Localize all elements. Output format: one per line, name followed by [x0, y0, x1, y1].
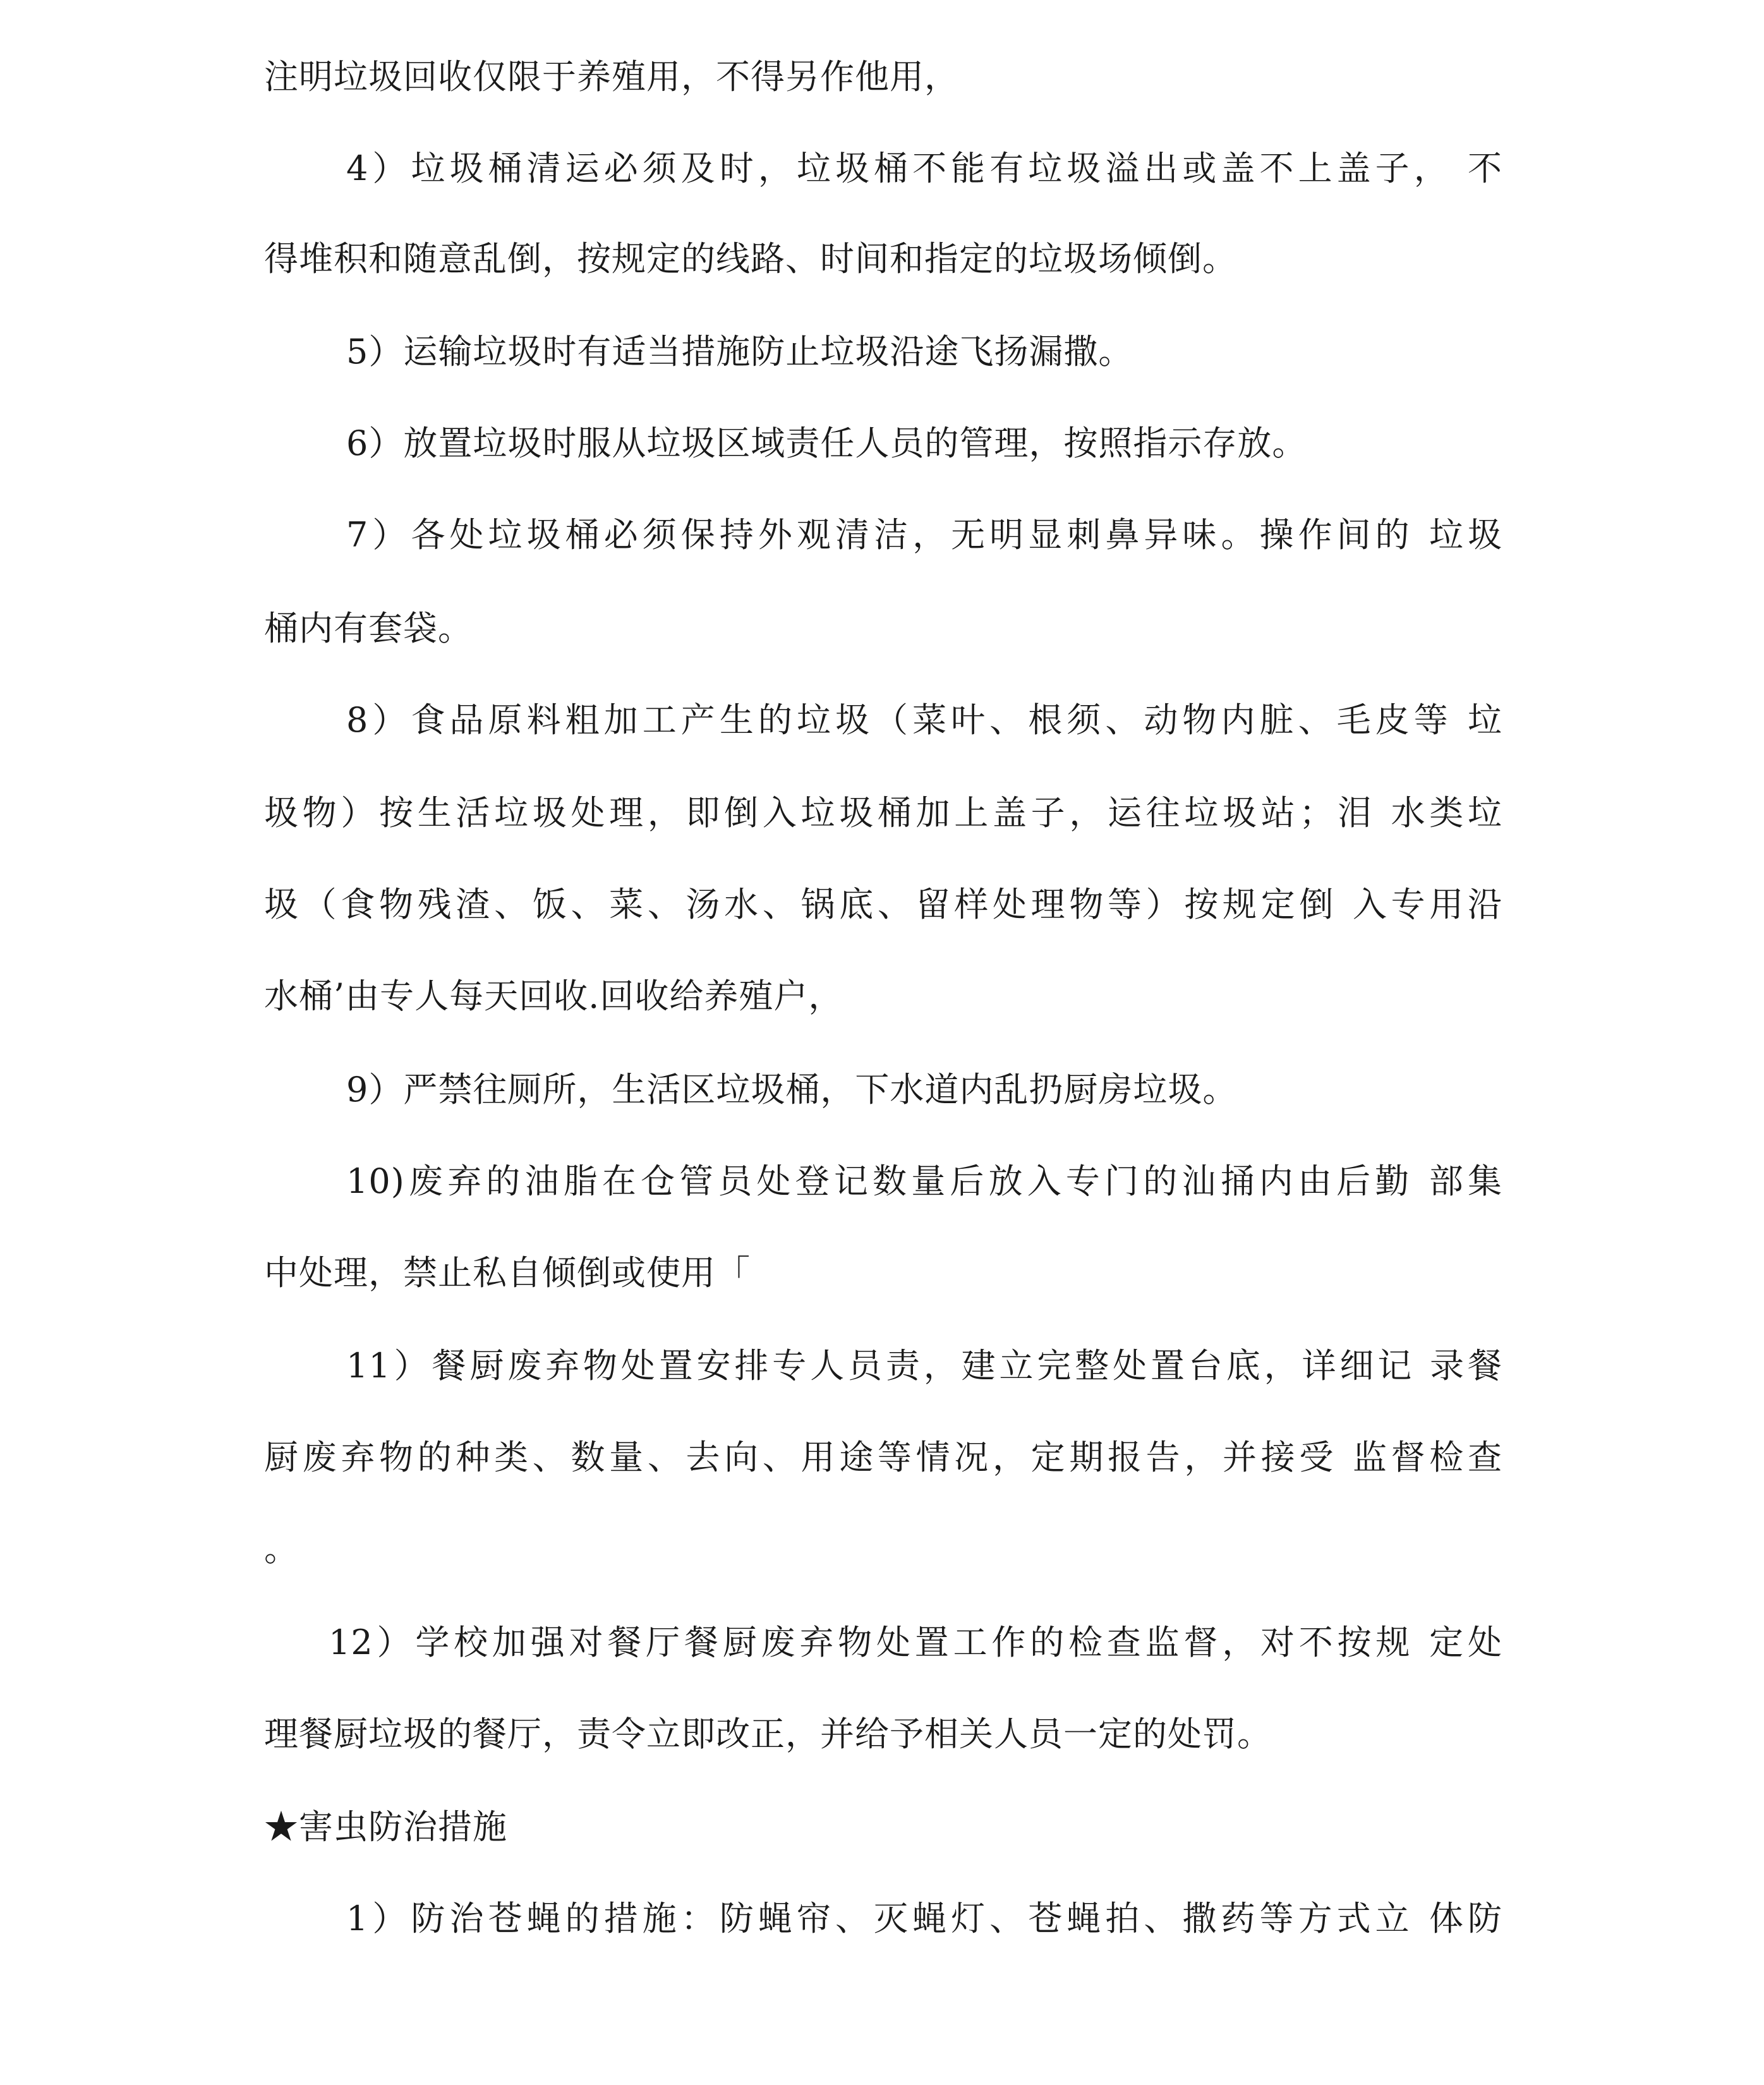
- text-line: 4）垃圾桶清运必须及时，垃圾桶不能有垃圾溢出或盖不上盖子， 不: [346, 148, 1502, 188]
- text-line: 水桶’由专人每天回收.回收给养殖户，: [264, 976, 843, 1016]
- text-line: 圾（食物残渣、饭、菜、汤水、锅底、留样处理物等）按规定倒 入专用沿: [264, 885, 1502, 924]
- text-line: 9）严禁往厕所，生活区垃圾桶，下水道内乱扔厨房垃圾。: [346, 1070, 1238, 1109]
- section-heading: ★害虫防治措施: [264, 1807, 507, 1847]
- text-line: 得堆积和随意乱倒，按规定的线路、时间和指定的垃圾场倾倒。: [264, 239, 1237, 279]
- text-line: 12）学校加强对餐厅餐厨废弃物处置工作的检查监督，对不按规 定处: [329, 1623, 1502, 1662]
- text-line: 圾物）按生活垃圾处理，即倒入垃圾桶加上盖子，运往垃圾站；泪 水类垃: [264, 793, 1502, 833]
- text-line: 注明垃圾回收仅限于养殖用，不得另作他用，: [264, 57, 959, 97]
- text-line: 5）运输垃圾时有适当措施防止垃圾沿途飞扬漏撒。: [346, 332, 1133, 372]
- text-line: 8）食品原料粗加工产生的垃圾（菜叶、根须、动物内脏、毛皮等 垃: [346, 700, 1502, 740]
- text-line: 理餐厨垃圾的餐厅，责令立即改正，并给予相关人员一定的处罚。: [264, 1714, 1272, 1754]
- text-line: 1）防治苍蝇的措施：防蝇帘、灭蝇灯、苍蝇拍、撒药等方式立 体防: [346, 1899, 1502, 1938]
- text-line: 。: [264, 1529, 299, 1569]
- text-line: 厨废弃物的种类、数量、去向、用途等情况，定期报告，并接受 监督检查: [264, 1437, 1502, 1477]
- text-line: 中处理，禁止私自倾倒或使用「: [264, 1253, 751, 1293]
- text-line: 10)废弃的油脂在仓管员处登记数量后放入专门的汕捅内由后勤 部集: [346, 1161, 1502, 1201]
- text-line: 7）各处垃圾桶必须保持外观清洁，无明显刺鼻异味。操作间的 垃圾: [346, 515, 1502, 555]
- text-line: 6）放置垃圾时服从垃圾区域责任人员的管理，按照指示存放。: [346, 423, 1307, 463]
- text-line: 11）餐厨废弃物处置安排专人员责，建立完整处置台底，详细记 录餐: [346, 1346, 1502, 1386]
- text-line: 桶内有套袋。: [264, 608, 473, 648]
